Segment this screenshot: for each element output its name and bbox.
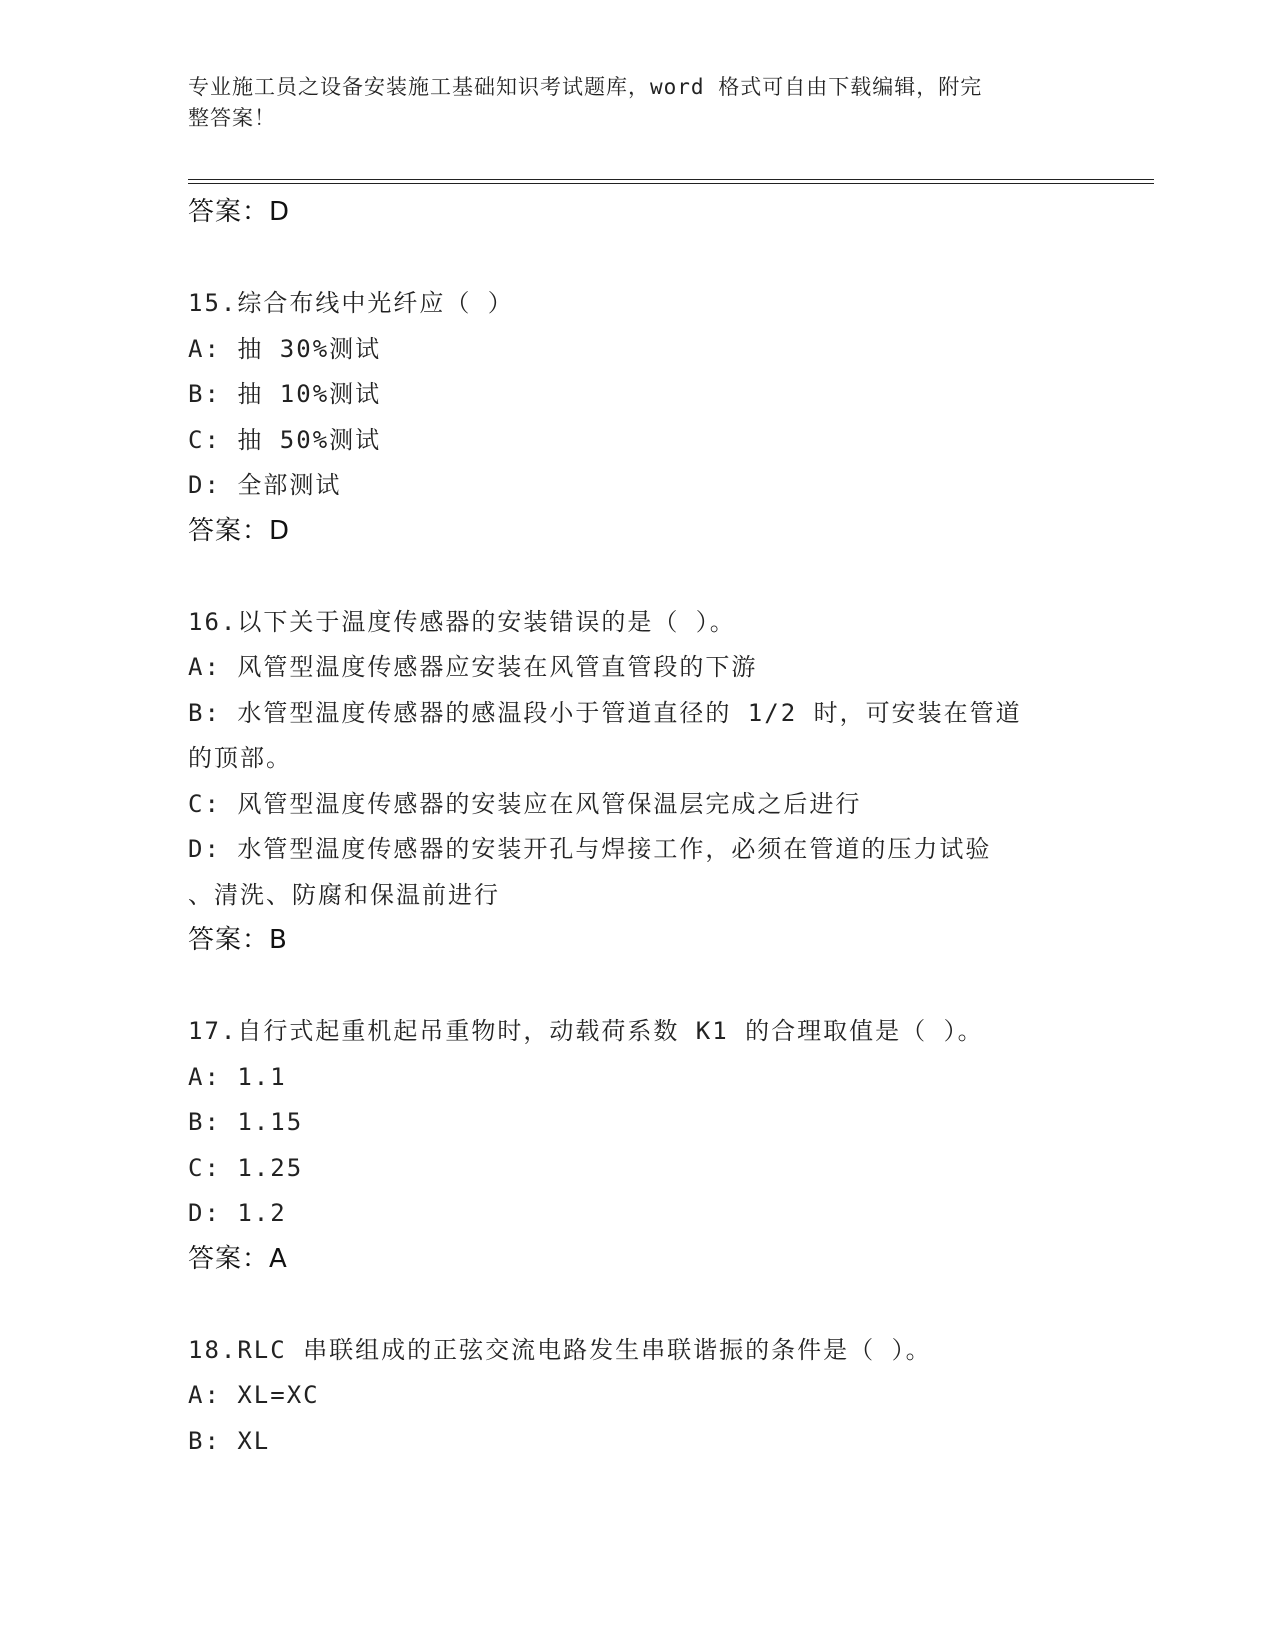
option-b: B: XL (188, 1426, 271, 1455)
spacer (188, 964, 1088, 1010)
option-c: C: 风管型温度传感器的安装应在风管保温层完成之后进行 (188, 789, 862, 818)
question-text: 16.以下关于温度传感器的安装错误的是（ ）。 (188, 607, 736, 636)
previous-answer: 答案：D (188, 197, 291, 227)
question-15 (188, 281, 1088, 554)
option-b: B: 1.15 (188, 1108, 304, 1136)
answer: 答案：D (188, 515, 291, 546)
question-18 (188, 1328, 1088, 1465)
spacer (188, 236, 1088, 282)
question-text: 17.自行式起重机起吊重物时，动载荷系数 K1 的合理取值是（ ）。 (188, 1017, 984, 1045)
option-c: C: 1.25 (188, 1153, 304, 1182)
option-c: C: 抽 50%测试 (188, 425, 382, 454)
question-16 (188, 600, 1088, 964)
option-b-continued: 的顶部。 (188, 744, 292, 772)
question-17 (188, 1009, 1088, 1282)
question-text: 15.综合布线中光纤应（ ） (188, 289, 514, 317)
option-a: A: XL=XC (188, 1381, 320, 1409)
spacer (188, 1282, 1088, 1328)
option-d: D: 水管型温度传感器的安装开孔与焊接工作，必须在管道的压力试验 (188, 835, 992, 863)
option-d-continued: 、清洗、防腐和保温前进行 (188, 880, 500, 909)
option-d: D: 全部测试 (188, 471, 342, 499)
option-b: B: 水管型温度传感器的感温段小于管道直径的 1/2 时，可安装在管道 (188, 698, 1022, 727)
answer: 答案：B (188, 925, 288, 955)
option-a: A: 抽 30%测试 (188, 334, 382, 363)
header-rule-bottom (188, 183, 1154, 184)
page-header (188, 72, 1068, 134)
header-line-2: 整答案！ (188, 106, 276, 130)
option-d: D: 1.2 (188, 1199, 287, 1227)
option-a: A: 1.1 (188, 1062, 287, 1091)
option-a: A: 风管型温度传感器应安装在风管直管段的下游 (188, 653, 758, 681)
header-line-1: 专业施工员之设备安装施工基础知识考试题库，word 格式可自由下载编辑，附完 (188, 75, 983, 99)
answer: 答案：A (188, 1243, 288, 1274)
question-list (188, 190, 1088, 1464)
spacer (188, 554, 1088, 600)
header-rule-top (188, 179, 1154, 180)
option-b: B: 抽 10%测试 (188, 380, 382, 408)
question-text: 18.RLC 串联组成的正弦交流电路发生串联谐振的条件是（ ）。 (188, 1335, 932, 1364)
